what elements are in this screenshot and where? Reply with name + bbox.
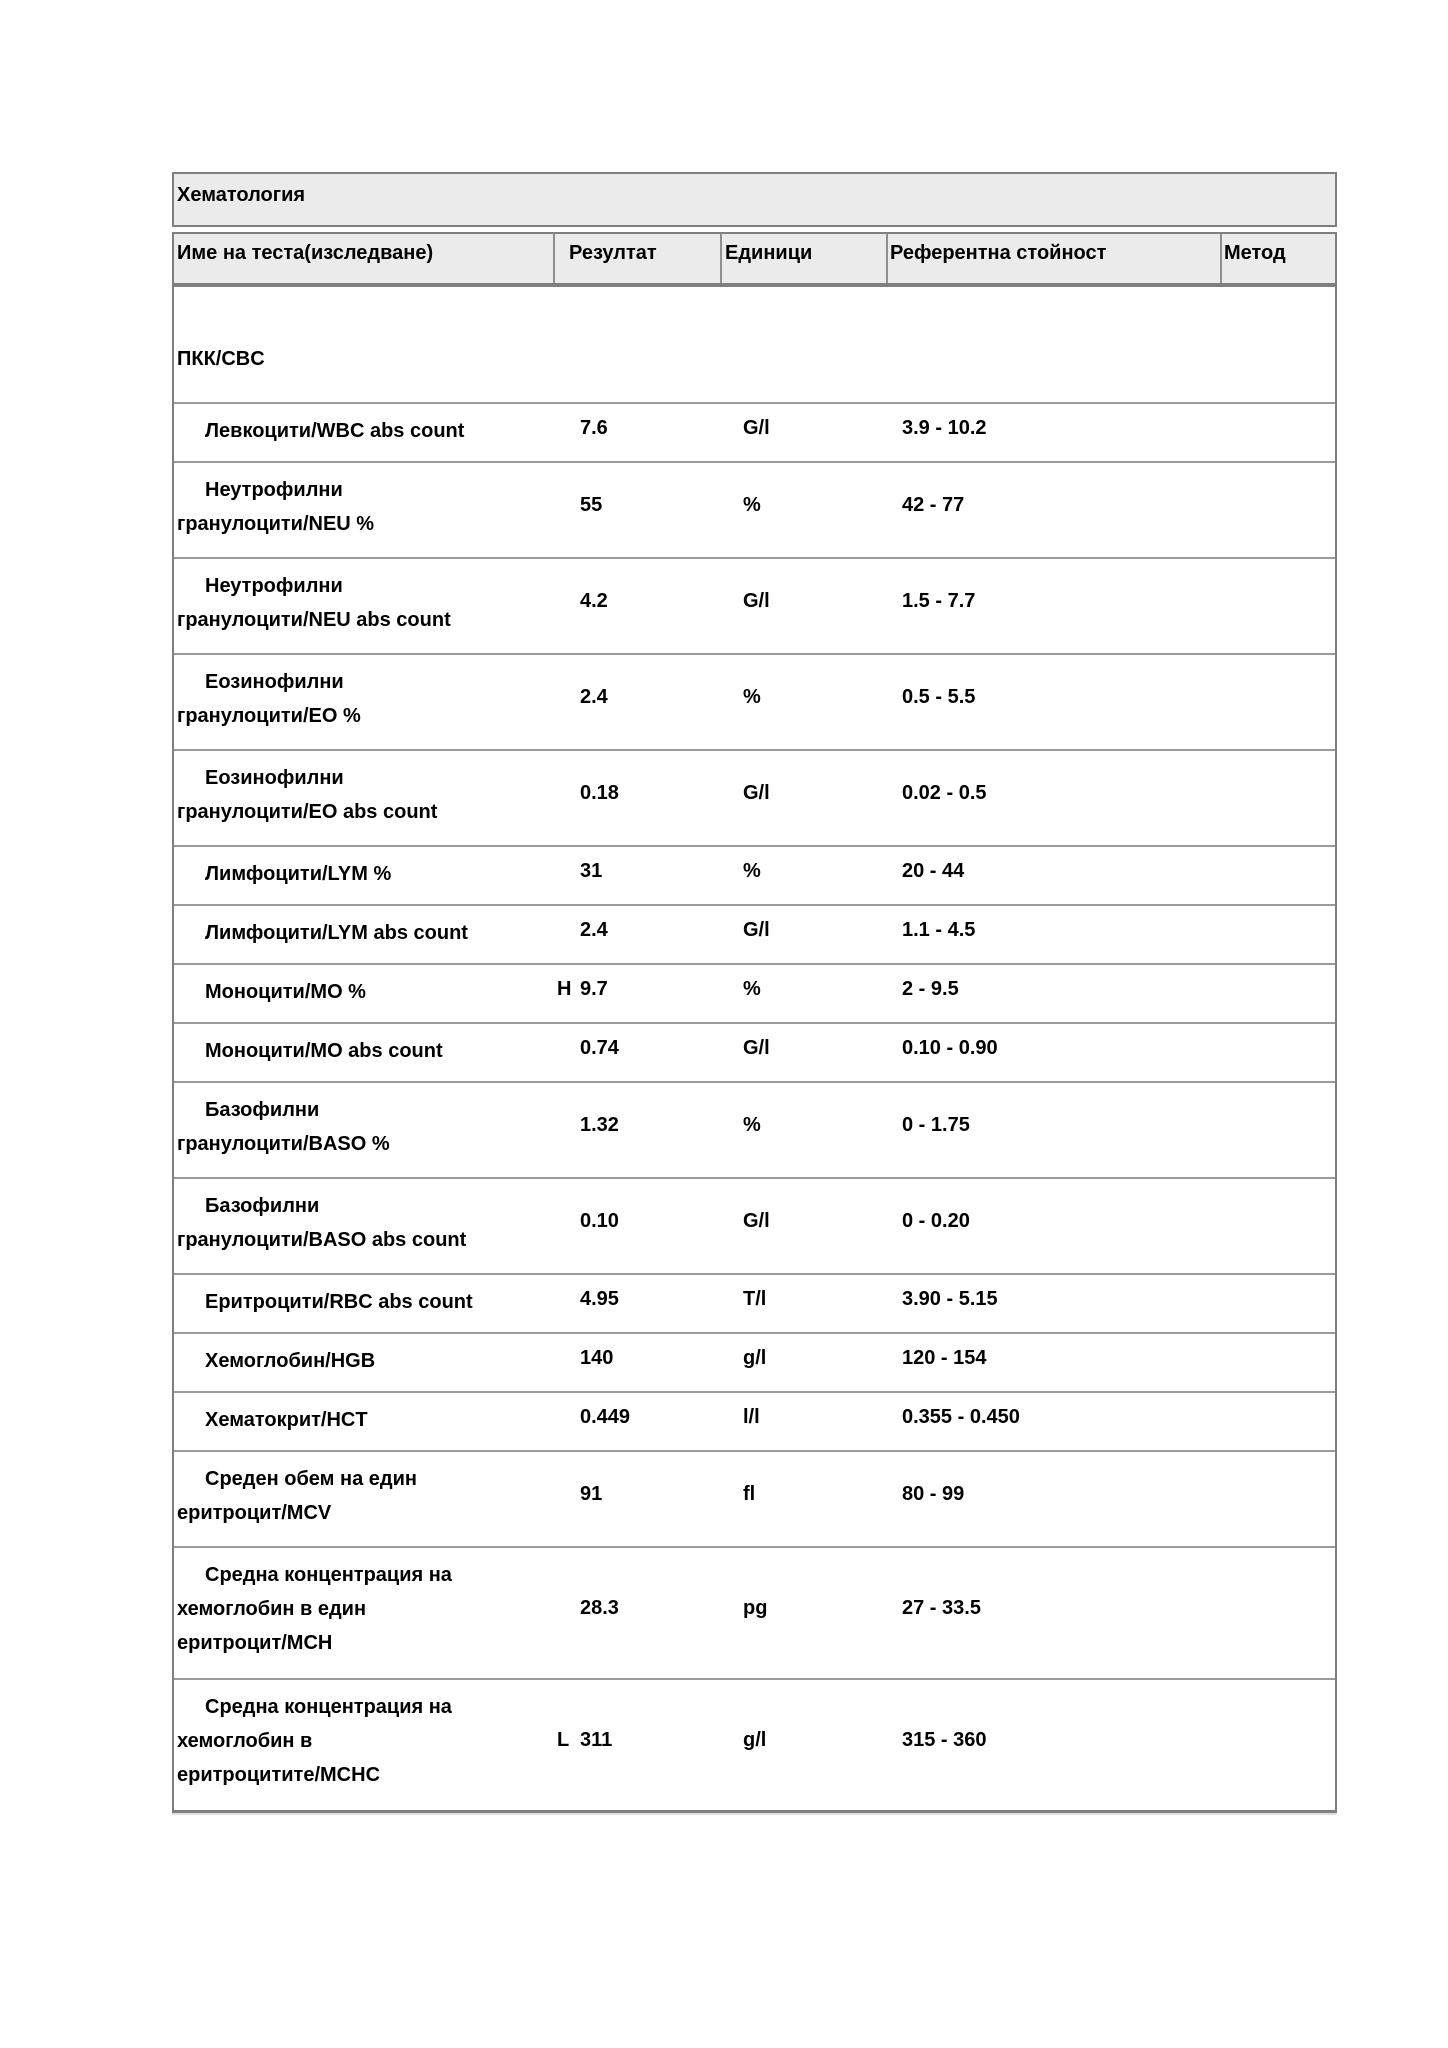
result-cell — [555, 559, 722, 653]
result-cell — [555, 655, 722, 749]
units-value: g/l — [743, 1346, 767, 1369]
reference-range-cell — [888, 906, 1222, 963]
reference-range-cell — [888, 1393, 1222, 1450]
report-section-title: Хематология — [177, 184, 306, 206]
units-cell — [722, 404, 888, 461]
units-cell — [722, 751, 888, 845]
units-value: % — [743, 686, 761, 708]
reference-range-cell — [888, 751, 1222, 845]
reference-range-value: 0 - 0.20 — [902, 1210, 970, 1232]
units-cell — [722, 906, 888, 963]
table-row — [174, 1546, 1335, 1678]
result-value: 1.32 — [580, 1114, 619, 1136]
test-name-cell — [174, 1275, 555, 1332]
units-cell — [722, 1083, 888, 1177]
method-cell — [1222, 1083, 1335, 1177]
test-name-line: гранулоцити/EO abs count — [177, 801, 438, 823]
result-cell — [555, 1680, 722, 1810]
result-value: 7.6 — [580, 416, 608, 439]
result-cell — [555, 463, 722, 557]
test-name-line: Средна концентрация на — [205, 1564, 452, 1586]
units-cell — [722, 1680, 888, 1810]
result-cell — [555, 1452, 722, 1546]
units-cell — [722, 559, 888, 653]
reference-range-value: 27 - 33.5 — [902, 1597, 981, 1619]
table-body — [172, 285, 1337, 1813]
table-row — [174, 1273, 1335, 1332]
result-cell — [555, 1548, 722, 1678]
reference-range-cell — [888, 1452, 1222, 1546]
test-name-line: Лимфоцити/LYM abs count — [205, 922, 468, 944]
reference-range-value: 0.02 - 0.5 — [902, 782, 987, 804]
table-row — [174, 1177, 1335, 1273]
method-cell — [1222, 965, 1335, 1022]
test-name-cell — [174, 463, 555, 557]
units-value: % — [743, 494, 761, 516]
units-value: pg — [743, 1597, 768, 1619]
column-header-reference: Референтна стойност — [888, 234, 1222, 283]
units-value: % — [743, 859, 761, 882]
result-value: 28.3 — [580, 1597, 619, 1619]
test-name-cell — [174, 751, 555, 845]
units-value: g/l — [743, 1729, 767, 1751]
units-value: G/l — [743, 782, 770, 804]
reference-range-value: 3.90 - 5.15 — [902, 1287, 998, 1310]
units-cell — [722, 1452, 888, 1546]
test-name-line: Неутрофилни — [205, 575, 343, 597]
result-value: 0.449 — [580, 1405, 631, 1428]
reference-range-cell — [888, 1083, 1222, 1177]
reference-range-cell — [888, 1275, 1222, 1332]
column-header-result: Резултат — [555, 234, 722, 283]
test-name-cell — [174, 965, 555, 1022]
units-value: % — [743, 977, 761, 1000]
result-flag: L — [557, 1729, 570, 1751]
test-name-line: гранулоцити/BASO abs count — [177, 1229, 467, 1251]
reference-range-cell — [888, 1548, 1222, 1678]
test-name-cell — [174, 1680, 555, 1810]
table-row — [174, 1391, 1335, 1450]
result-cell — [555, 1179, 722, 1273]
method-cell — [1222, 1024, 1335, 1081]
reference-range-value: 80 - 99 — [902, 1483, 965, 1505]
test-name-line: Левкоцити/WBC abs count — [205, 420, 465, 442]
test-name-line: Хемоглобин/HGB — [205, 1350, 376, 1372]
section-row — [174, 287, 1335, 402]
reference-range-value: 2 - 9.5 — [902, 977, 959, 1000]
test-name-line: Базофилни — [205, 1195, 320, 1217]
method-cell — [1222, 655, 1335, 749]
table-row — [174, 1081, 1335, 1177]
reference-range-cell — [888, 1680, 1222, 1810]
test-name-cell — [174, 1334, 555, 1391]
result-value: 9.7 — [580, 977, 608, 1000]
method-cell — [1222, 1548, 1335, 1678]
result-value: 4.95 — [580, 1287, 619, 1310]
reference-range-value: 3.9 - 10.2 — [902, 416, 987, 439]
method-cell — [1222, 906, 1335, 963]
test-name-cell — [174, 1179, 555, 1273]
table-row — [174, 845, 1335, 904]
reference-range-cell — [888, 847, 1222, 904]
test-name-line: Еозинофилни — [205, 767, 344, 789]
result-cell — [555, 1083, 722, 1177]
test-name-cell — [174, 1548, 555, 1678]
units-value: G/l — [743, 1210, 770, 1232]
hematology-report-table — [172, 172, 1337, 1813]
test-name-line: гранулоцити/BASO % — [177, 1133, 390, 1155]
units-cell — [722, 1179, 888, 1273]
units-cell — [722, 463, 888, 557]
result-cell — [555, 906, 722, 963]
result-value: 140 — [580, 1346, 614, 1369]
result-value: 0.10 — [580, 1210, 619, 1232]
test-name-line: Средна концентрация на — [205, 1696, 452, 1718]
units-cell — [722, 1275, 888, 1332]
reference-range-cell — [888, 1024, 1222, 1081]
test-name-line: еритроцит/MCH — [177, 1632, 333, 1654]
test-name-line: Лимфоцити/LYM % — [205, 863, 392, 885]
method-cell — [1222, 1393, 1335, 1450]
test-name-line: Еозинофилни — [205, 671, 344, 693]
table-row — [174, 1022, 1335, 1081]
reference-range-cell — [888, 965, 1222, 1022]
method-cell — [1222, 1680, 1335, 1810]
result-value: 2.4 — [580, 918, 608, 941]
units-value: fl — [743, 1483, 756, 1505]
test-name-line: еритроцит/MCV — [177, 1502, 332, 1524]
column-header-method: Метод — [1224, 242, 1286, 264]
method-cell — [1222, 847, 1335, 904]
result-value: 31 — [580, 859, 603, 882]
units-value: G/l — [743, 416, 770, 439]
method-cell — [1222, 404, 1335, 461]
test-name-cell — [174, 1024, 555, 1081]
test-name-line: еритроцитите/MCHC — [177, 1764, 381, 1786]
method-cell — [1222, 1179, 1335, 1273]
reference-range-cell — [888, 559, 1222, 653]
reference-range-value: 0.355 - 0.450 — [902, 1405, 1020, 1428]
test-name-line: Среден обем на един — [205, 1468, 417, 1490]
result-value: 91 — [580, 1483, 603, 1505]
method-cell — [1222, 1452, 1335, 1546]
test-name-line: гранулоцити/EO % — [177, 705, 361, 727]
reference-range-value: 42 - 77 — [902, 494, 965, 516]
test-name-line: гранулоцити/NEU % — [177, 513, 375, 535]
table-row — [174, 1678, 1335, 1810]
units-cell — [722, 1548, 888, 1678]
reference-range-value: 1.1 - 4.5 — [902, 918, 976, 941]
test-name-cell — [174, 906, 555, 963]
test-name-line: Базофилни — [205, 1099, 320, 1121]
test-name-line: хемоглобин в — [177, 1730, 313, 1752]
section-label: ПКК/CBC — [177, 347, 265, 370]
test-name-cell — [174, 1083, 555, 1177]
reference-range-cell — [888, 463, 1222, 557]
units-cell — [722, 1334, 888, 1391]
units-cell — [722, 655, 888, 749]
units-cell — [722, 1024, 888, 1081]
table-row — [174, 904, 1335, 963]
column-header-units: Единици — [722, 234, 888, 283]
result-cell — [555, 1024, 722, 1081]
result-flag: H — [557, 977, 572, 1000]
table-row — [174, 653, 1335, 749]
test-name-cell — [174, 1452, 555, 1546]
test-name-line: Моноцити/MO % — [205, 981, 366, 1003]
units-cell — [722, 1393, 888, 1450]
reference-range-value: 120 - 154 — [902, 1346, 987, 1369]
result-value: 0.18 — [580, 782, 619, 804]
result-value: 2.4 — [580, 686, 608, 708]
test-name-line: гранулоцити/NEU abs count — [177, 609, 451, 631]
units-value: % — [743, 1114, 761, 1136]
test-name-line: Хематокрит/HCT — [205, 1409, 368, 1431]
table-row — [174, 402, 1335, 461]
units-cell — [722, 965, 888, 1022]
units-value: G/l — [743, 918, 770, 941]
method-cell — [1222, 1334, 1335, 1391]
table-row — [174, 1332, 1335, 1391]
test-name-cell — [174, 559, 555, 653]
table-row — [174, 557, 1335, 653]
reference-range-cell — [888, 404, 1222, 461]
table-column-header-row — [172, 232, 1337, 285]
table-row — [174, 963, 1335, 1022]
result-cell — [555, 751, 722, 845]
method-cell — [1222, 1275, 1335, 1332]
method-cell — [1222, 463, 1335, 557]
reference-range-value: 0.10 - 0.90 — [902, 1036, 998, 1059]
result-cell — [555, 1393, 722, 1450]
reference-range-cell — [888, 1334, 1222, 1391]
test-name-cell — [174, 655, 555, 749]
test-name-line: Еритроцити/RBC abs count — [205, 1291, 473, 1313]
reference-range-cell — [888, 1179, 1222, 1273]
units-value: l/l — [743, 1405, 760, 1428]
units-value: T/l — [743, 1287, 767, 1310]
test-name-line: Моноцити/MO abs count — [205, 1040, 443, 1062]
table-row — [174, 749, 1335, 845]
column-header-test-name: Име на теста(изследване) — [174, 234, 555, 283]
test-name-cell — [174, 1393, 555, 1450]
test-name-cell — [174, 404, 555, 461]
result-value: 311 — [580, 1729, 613, 1751]
reference-range-value: 1.5 - 7.7 — [902, 590, 976, 612]
result-cell — [555, 1275, 722, 1332]
reference-range-value: 0 - 1.75 — [902, 1114, 970, 1136]
units-value: G/l — [743, 590, 770, 612]
test-name-cell — [174, 847, 555, 904]
test-name-line: хемоглобин в един — [177, 1598, 367, 1620]
table-row — [174, 461, 1335, 557]
result-cell — [555, 1334, 722, 1391]
units-cell — [722, 847, 888, 904]
table-row — [174, 1450, 1335, 1546]
report-section-title-bar — [172, 172, 1337, 227]
reference-range-cell — [888, 655, 1222, 749]
result-cell — [555, 965, 722, 1022]
result-value: 0.74 — [580, 1036, 619, 1059]
result-cell — [555, 847, 722, 904]
result-cell — [555, 404, 722, 461]
method-cell — [1222, 751, 1335, 845]
method-cell — [1222, 559, 1335, 653]
result-value: 4.2 — [580, 590, 608, 612]
units-value: G/l — [743, 1036, 770, 1059]
reference-range-value: 0.5 - 5.5 — [902, 686, 976, 708]
test-name-line: Неутрофилни — [205, 479, 343, 501]
reference-range-value: 315 - 360 — [902, 1729, 987, 1751]
result-value: 55 — [580, 494, 603, 516]
reference-range-value: 20 - 44 — [902, 859, 965, 882]
